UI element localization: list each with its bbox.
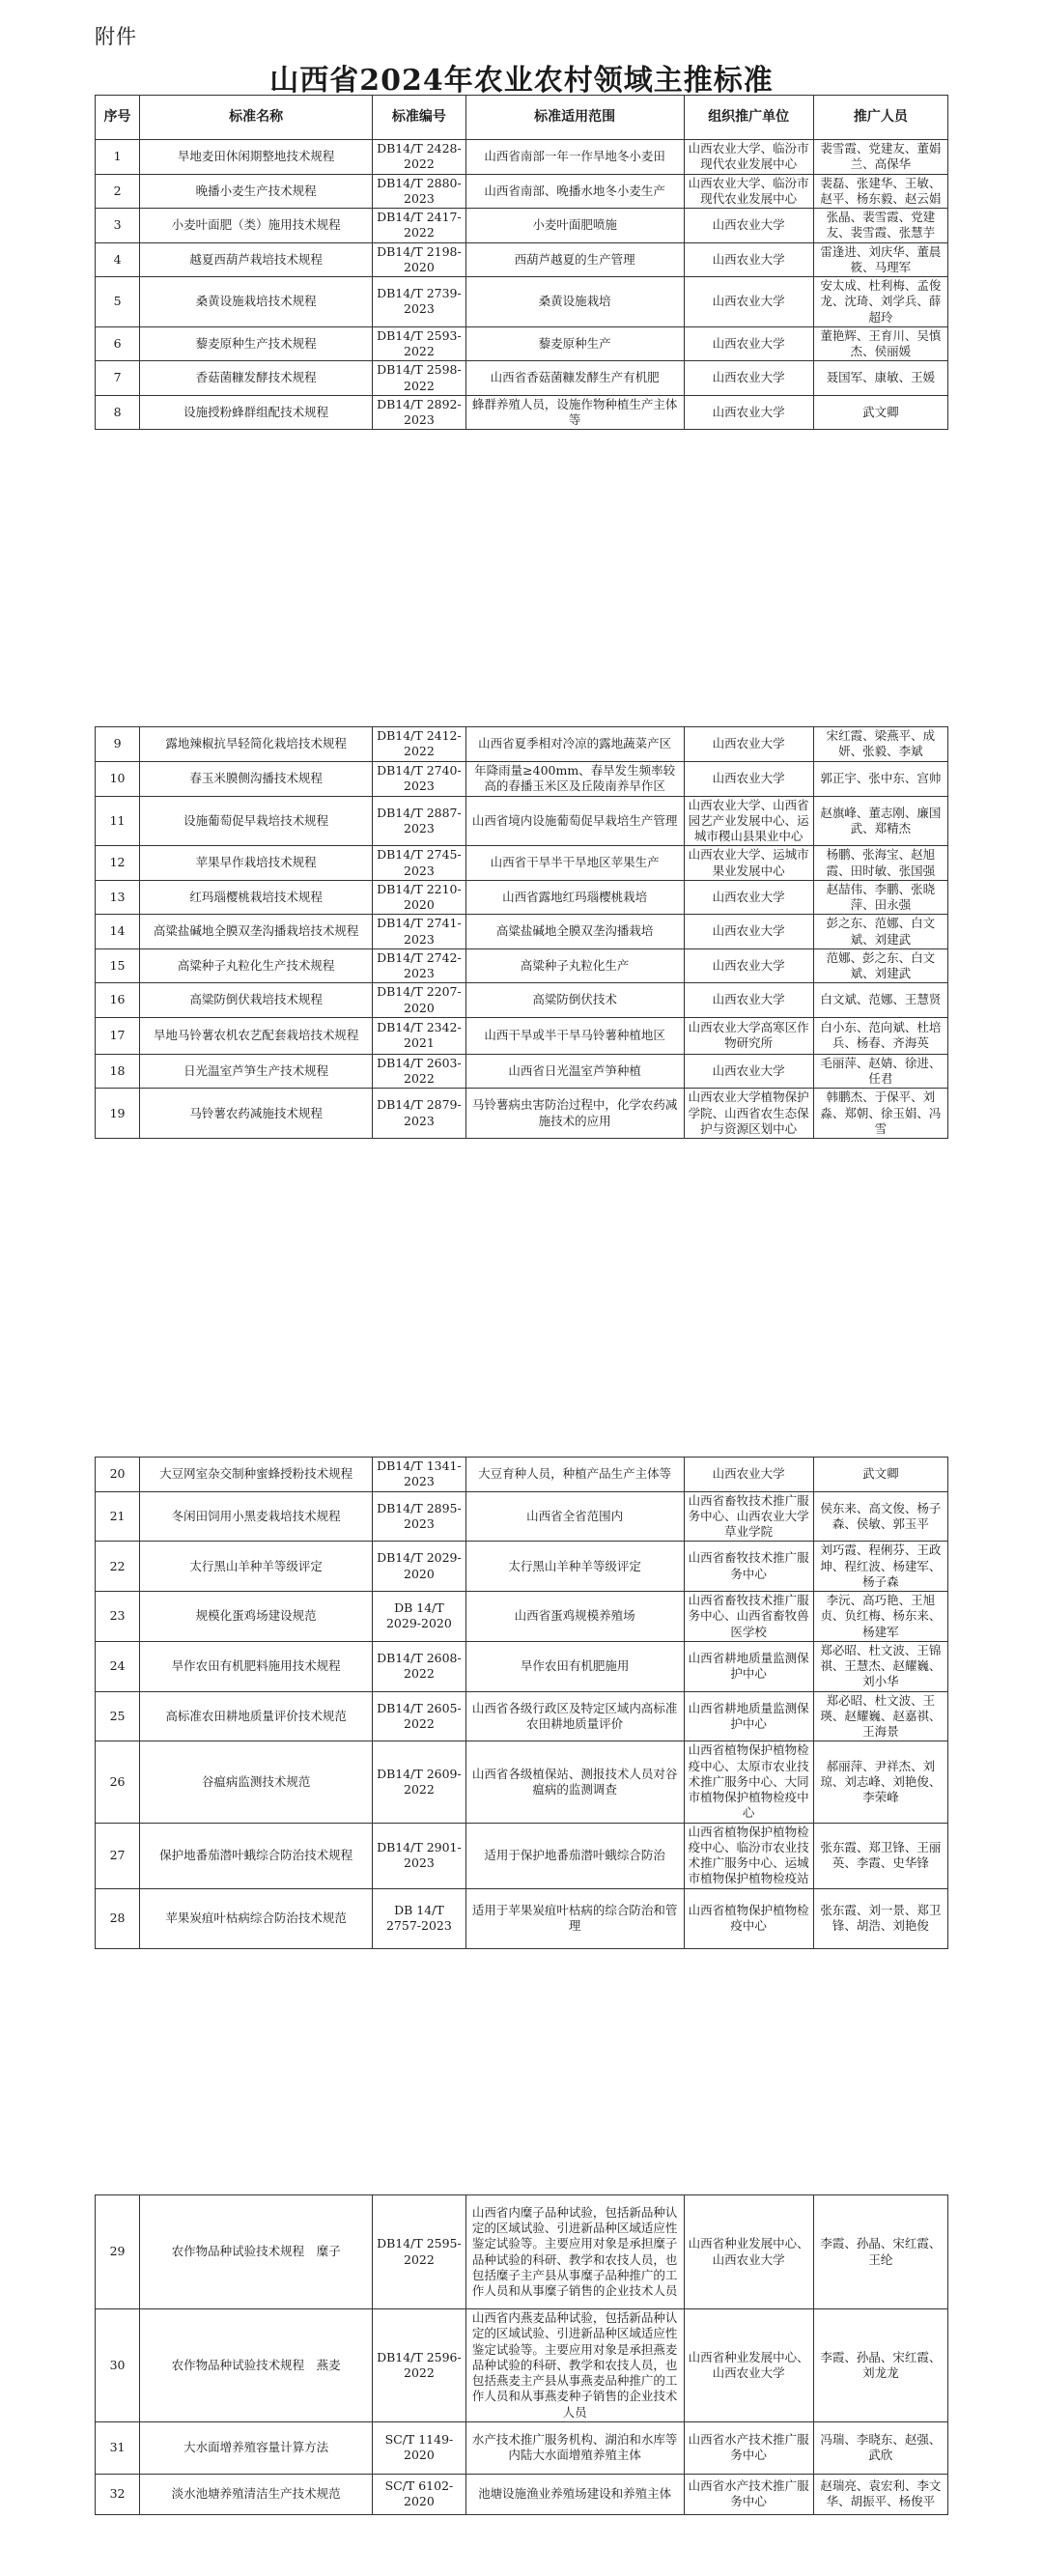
promotion-unit: 山西农业大学、临汾市现代农业发展中心 [684,140,813,175]
standard-name: 设施授粉蜂群组配技术规程 [140,395,373,430]
promotion-unit: 山西省水产技术推广服务中心 [684,2421,813,2474]
row-number: 9 [96,727,140,762]
standard-code: DB14/T 2210-2020 [373,880,465,915]
table-row [96,1823,948,1888]
promoters: 赵旗峰、董志刚、廉国武、郑精杰 [813,796,947,846]
standard-code: DB14/T 2029-2020 [373,1542,465,1592]
promotion-unit: 山西省畜牧技术推广服务中心、山西农业大学草业学院 [684,1491,813,1542]
table-row [96,277,948,327]
promoters: 郭正宇、张中东、宫帅 [813,761,947,796]
application-scope: 太行黑山羊种羊等级评定 [465,1542,684,1592]
standard-code: DB14/T 2412-2022 [373,727,465,762]
standards-table-page-2 [95,726,948,1139]
table-row [96,1691,948,1741]
standard-name: 越夏西葫芦栽培技术规程 [140,242,373,277]
promoters: 李霞、孙晶、宋红霞、王纶 [813,2195,947,2309]
column-header: 推广人员 [813,96,947,140]
promoters: 裴雪霞、党建友、董娟兰、高保华 [813,140,947,175]
application-scope: 蜂群养殖人员，设施作物种植生产主体等 [465,395,684,430]
application-scope: 适用于保护地番茄潜叶蛾综合防治 [465,1823,684,1888]
row-number: 27 [96,1823,140,1888]
standard-code: DB14/T 2742-2023 [373,948,465,983]
table-row [96,242,948,277]
standard-code: DB14/T 2880-2023 [373,174,465,209]
page-title: 山西省2024年农业农村领域主推标准 [269,64,774,98]
promoters: 郑必昭、杜文波、王锦祺、王慧杰、赵耀巍、刘小华 [813,1641,947,1691]
row-number: 18 [96,1054,140,1089]
application-scope: 山西省蛋鸡规模养殖场 [465,1592,684,1642]
promotion-unit: 山西农业大学、山西省园艺产业发展中心、运城市稷山县果业中心 [684,796,813,846]
table-row [96,326,948,361]
promotion-unit: 山西农业大学 [684,1054,813,1089]
promoters: 武文卿 [813,1458,947,1492]
standard-code: SC/T 1149-2020 [373,2421,465,2474]
promotion-unit: 山西农业大学高寒区作物研究所 [684,1017,813,1054]
standard-name: 农作物品种试验技术规程 糜子 [140,2195,373,2309]
table-row [96,1542,948,1592]
table-row [96,1641,948,1691]
application-scope: 山西省内糜子品种试验，包括新品种认定的区域试验、引进新品种区域适应性鉴定试验等。主要应用对象是承担糜子品种试验的科研、教学和农技人员，也包括糜子主产县从事糜子品种推广的工作人员和从事糜子销售的企业技术人员 [465,2195,684,2309]
row-number: 7 [96,361,140,396]
row-number: 1 [96,140,140,175]
application-scope: 山西省香菇菌糠发酵生产有机肥 [465,361,684,396]
standard-code: DB14/T 2879-2023 [373,1089,465,1139]
promoters: 安太成、杜利梅、孟俊龙、沈琦、刘学兵、薛超玲 [813,277,947,327]
table-row [96,948,948,983]
standard-code: DB14/T 2598-2022 [373,361,465,396]
promoters: 李沅、高巧艳、王旭贞、负红梅、杨东来、杨建军 [813,1592,947,1642]
promoters: 郑必昭、杜文波、王瑛、赵耀巍、赵嘉祺、王海景 [813,1691,947,1741]
application-scope: 年降雨量≥400mm、春旱发生频率较高的春播玉米区及丘陵南养早作区 [465,761,684,796]
standard-name: 太行黑山羊种羊等级评定 [140,1542,373,1592]
promotion-unit: 山西省种业发展中心、山西农业大学 [684,2309,813,2422]
standard-code: DB14/T 2595-2022 [373,2195,465,2309]
application-scope: 旱作农田有机肥施用 [465,1641,684,1691]
standard-code: DB14/T 2605-2022 [373,1691,465,1741]
row-number: 31 [96,2421,140,2474]
standard-code: DB14/T 2739-2023 [373,277,465,327]
row-number: 21 [96,1491,140,1542]
promoters: 武文卿 [813,395,947,430]
application-scope: 山西省各级植保站、测报技术人员对谷瘟病的监测调查 [465,1741,684,1823]
row-number: 32 [96,2474,140,2514]
standard-name: 红玛瑙樱桃栽培技术规程 [140,880,373,915]
promoters: 范娜、彭之东、白文斌、刘建武 [813,948,947,983]
promoters: 杨鹏、张海宝、赵旭霞、田时敏、张国强 [813,846,947,881]
standard-name: 高粱盐碱地全膜双垄沟播栽培技术规程 [140,915,373,949]
row-number: 2 [96,174,140,209]
application-scope: 山西省全省范围内 [465,1491,684,1542]
promoters: 张东霞、郑卫锋、王丽英、李霞、史华锋 [813,1823,947,1888]
row-number: 23 [96,1592,140,1642]
promoters: 毛丽萍、赵婧、徐进、任君 [813,1054,947,1089]
standard-name: 晚播小麦生产技术规程 [140,174,373,209]
standard-code: SC/T 6102-2020 [373,2474,465,2514]
table-row [96,1491,948,1542]
table-row [96,395,948,430]
table-row [96,2195,948,2309]
standard-code: DB14/T 2901-2023 [373,1823,465,1888]
promoters: 宋红霞、梁燕平、成妍、张毅、李斌 [813,727,947,762]
promotion-unit: 山西省植物保护植物检疫中心、临汾市农业技术推广服务中心、运城市植物保护植物检疫站 [684,1823,813,1888]
row-number: 10 [96,761,140,796]
application-scope: 山西省干旱半干旱地区苹果生产 [465,846,684,881]
promoters: 聂国军、康敏、王媛 [813,361,947,396]
row-number: 30 [96,2309,140,2422]
promotion-unit: 山西省种业发展中心、山西农业大学 [684,2195,813,2309]
standard-code: DB14/T 2593-2022 [373,326,465,361]
standard-code: DB14/T 2596-2022 [373,2309,465,2422]
column-header: 序号 [96,96,140,140]
table-row [96,915,948,949]
row-number: 4 [96,242,140,277]
table-row [96,1054,948,1089]
promotion-unit: 山西农业大学 [684,880,813,915]
application-scope: 山西省南部、晚播水地冬小麦生产 [465,174,684,209]
column-header: 标准适用范围 [465,96,684,140]
standard-name: 旱地麦田休闲期整地技术规程 [140,140,373,175]
table-row [96,174,948,209]
promoters: 冯瑞、李晓东、赵强、武欣 [813,2421,947,2474]
standard-code: DB14/T 2428-2022 [373,140,465,175]
row-number: 3 [96,209,140,243]
application-scope: 山西干旱或半干旱马铃薯种植地区 [465,1017,684,1054]
standards-table-page-4 [95,2194,948,2515]
standard-name: 旱地马铃薯农机农艺配套栽培技术规程 [140,1017,373,1054]
standard-name: 冬闲田饲用小黑麦栽培技术规程 [140,1491,373,1542]
table-row [96,361,948,396]
attachment-label: 附件 [95,25,137,48]
promotion-unit: 山西省耕地质量监测保护中心 [684,1641,813,1691]
application-scope: 桑黄设施栽培 [465,277,684,327]
promotion-unit: 山西农业大学 [684,242,813,277]
standard-code: DB14/T 2741-2023 [373,915,465,949]
standard-name: 谷瘟病监测技术规范 [140,1741,373,1823]
standard-name: 大豆网室杂交制种蜜蜂授粉技术规程 [140,1458,373,1492]
row-number: 20 [96,1458,140,1492]
row-number: 8 [96,395,140,430]
standard-code: DB14/T 2892-2023 [373,395,465,430]
promoters: 雷逢进、刘庆华、董晨筱、马理军 [813,242,947,277]
column-header: 组织推广单位 [684,96,813,140]
table-row [96,2421,948,2474]
promoters: 侯东来、高文俊、杨子森、侯敏、郭玉平 [813,1491,947,1542]
standard-name: 苹果炭疽叶枯病综合防治技术规范 [140,1888,373,1948]
table-row [96,1458,948,1492]
standard-name: 桑黄设施栽培技术规程 [140,277,373,327]
promotion-unit: 山西农业大学、运城市果业发展中心 [684,846,813,881]
column-header: 标准编号 [373,96,465,140]
row-number: 6 [96,326,140,361]
table-row [96,796,948,846]
promoters: 赵瑞亮、袁宏利、李文华、胡振平、杨俊平 [813,2474,947,2514]
table-row [96,1888,948,1948]
standard-name: 高粱种子丸粒化生产技术规程 [140,948,373,983]
standard-name: 农作物品种试验技术规程 燕麦 [140,2309,373,2422]
promotion-unit: 山西农业大学 [684,983,813,1018]
standard-name: 露地辣椒抗旱轻简化栽培技术规程 [140,727,373,762]
standard-name: 大水面增养殖容量计算方法 [140,2421,373,2474]
application-scope: 藜麦原种生产 [465,326,684,361]
standard-code: DB14/T 2609-2022 [373,1741,465,1823]
promotion-unit: 山西省畜牧技术推广服务中心 [684,1542,813,1592]
standard-name: 日光温室芦笋生产技术规程 [140,1054,373,1089]
promotion-unit: 山西省植物保护植物检疫中心、太原市农业技术推广服务中心、大同市植物保护植物检疫中心 [684,1741,813,1823]
promoters: 张晶、裴雪霞、党建友、裴雪霞、张慧芋 [813,209,947,243]
promotion-unit: 山西农业大学、临汾市现代农业发展中心 [684,174,813,209]
standard-name: 旱作农田有机肥料施用技术规程 [140,1641,373,1691]
application-scope: 山西省夏季相对冷凉的露地蔬菜产区 [465,727,684,762]
promotion-unit: 山西农业大学 [684,326,813,361]
promotion-unit: 山西农业大学 [684,277,813,327]
table-header-row [96,96,948,140]
row-number: 26 [96,1741,140,1823]
standard-name: 藜麦原种生产技术规程 [140,326,373,361]
table-row [96,761,948,796]
row-number: 25 [96,1691,140,1741]
row-number: 14 [96,915,140,949]
column-header: 标准名称 [140,96,373,140]
application-scope: 马铃薯病虫害防治过程中，化学农药减施技术的应用 [465,1089,684,1139]
row-number: 15 [96,948,140,983]
standard-code: DB14/T 1341-2023 [373,1458,465,1492]
standard-code: DB14/T 2342-2021 [373,1017,465,1054]
row-number: 19 [96,1089,140,1139]
table-row [96,1592,948,1642]
promotion-unit: 山西农业大学 [684,209,813,243]
standards-table-page-1 [95,95,948,430]
application-scope: 高粱防倒伏技术 [465,983,684,1018]
promotion-unit: 山西省耕地质量监测保护中心 [684,1691,813,1741]
standard-name: 苹果早作栽培技术规程 [140,846,373,881]
application-scope: 山西省境内设施葡萄促早栽培生产管理 [465,796,684,846]
promoters: 白小东、范向斌、杜培兵、杨春、齐海英 [813,1017,947,1054]
standard-name: 小麦叶面肥（类）施用技术规程 [140,209,373,243]
application-scope: 小麦叶面肥喷施 [465,209,684,243]
promotion-unit: 山西农业大学 [684,727,813,762]
row-number: 24 [96,1641,140,1691]
table-row [96,880,948,915]
row-number: 12 [96,846,140,881]
standards-table-page-3 [95,1457,948,1949]
table-row [96,1017,948,1054]
standard-name: 保护地番茄潜叶蛾综合防治技术规程 [140,1823,373,1888]
promotion-unit: 山西农业大学植物保护学院、山西省农生态保护与资源区划中心 [684,1089,813,1139]
promotion-unit: 山西农业大学 [684,395,813,430]
standard-code: DB14/T 2895-2023 [373,1491,465,1542]
row-number: 17 [96,1017,140,1054]
application-scope: 池塘设施渔业养殖场建设和养殖主体 [465,2474,684,2514]
standard-code: DB 14/T 2757-2023 [373,1888,465,1948]
promoters: 赵喆伟、李鹏、张晓萍、田永强 [813,880,947,915]
row-number: 5 [96,277,140,327]
application-scope: 山西省日光温室芦笋种植 [465,1054,684,1089]
promoters: 刘巧霞、程俐芬、王政坤、程红波、杨建军、杨子森 [813,1542,947,1592]
application-scope: 山西省露地红玛瑙樱桃栽培 [465,880,684,915]
standard-code: DB14/T 2603-2022 [373,1054,465,1089]
promotion-unit: 山西农业大学 [684,361,813,396]
promoters: 白文斌、范娜、王慧贤 [813,983,947,1018]
application-scope: 山西省南部一年一作旱地冬小麦田 [465,140,684,175]
standard-name: 马铃薯农药减施技术规程 [140,1089,373,1139]
application-scope: 水产技术推广服务机构、湖泊和水库等内陆大水面增殖养殖主体 [465,2421,684,2474]
row-number: 13 [96,880,140,915]
row-number: 16 [96,983,140,1018]
row-number: 11 [96,796,140,846]
standard-name: 淡水池塘养殖清洁生产技术规范 [140,2474,373,2514]
application-scope: 高粱盐碱地全膜双垄沟播栽培 [465,915,684,949]
table-row [96,209,948,243]
standard-code: DB 14/T 2029-2020 [373,1592,465,1642]
promotion-unit: 山西农业大学 [684,915,813,949]
standard-code: DB14/T 2608-2022 [373,1641,465,1691]
promoters: 李霞、孙晶、宋红霞、刘龙龙 [813,2309,947,2422]
standard-code: DB14/T 2745-2023 [373,846,465,881]
promotion-unit: 山西省水产技术推广服务中心 [684,2474,813,2514]
standard-name: 规模化蛋鸡场建设规范 [140,1592,373,1642]
table-row [96,1741,948,1823]
row-number: 28 [96,1888,140,1948]
promotion-unit: 山西农业大学 [684,1458,813,1492]
table-row [96,983,948,1018]
standard-code: DB14/T 2887-2023 [373,796,465,846]
application-scope: 西葫芦越夏的生产管理 [465,242,684,277]
application-scope: 高粱种子丸粒化生产 [465,948,684,983]
standard-name: 香菇菌糠发酵技术规程 [140,361,373,396]
application-scope: 适用于苹果炭疽叶枯病的综合防治和管理 [465,1888,684,1948]
promoters: 郝丽萍、尹祥杰、刘琼、刘志峰、刘艳俊、李荣峰 [813,1741,947,1823]
table-row [96,2474,948,2514]
standard-name: 春玉米膜侧沟播技术规程 [140,761,373,796]
table-row [96,2309,948,2422]
table-row [96,140,948,175]
application-scope: 大豆育种人员，种植产品生产主体等 [465,1458,684,1492]
promotion-unit: 山西农业大学 [684,761,813,796]
standard-name: 设施葡萄促早栽培技术规程 [140,796,373,846]
promotion-unit: 山西省植物保护植物检疫中心 [684,1888,813,1948]
standard-code: DB14/T 2417-2022 [373,209,465,243]
promoters: 韩鹏杰、于保平、刘淼、郑朝、徐玉娟、冯雪 [813,1089,947,1139]
standard-name: 高标准农田耕地质量评价技术规范 [140,1691,373,1741]
promoters: 张东霞、刘一景、郑卫锋、胡浩、刘艳俊 [813,1888,947,1948]
standard-code: DB14/T 2207-2020 [373,983,465,1018]
standard-name: 高粱防倒伏栽培技术规程 [140,983,373,1018]
table-row [96,1089,948,1139]
promotion-unit: 山西省畜牧技术推广服务中心、山西省畜牧兽医学校 [684,1592,813,1642]
row-number: 29 [96,2195,140,2309]
table-row [96,846,948,881]
standard-code: DB14/T 2740-2023 [373,761,465,796]
promotion-unit: 山西农业大学 [684,948,813,983]
application-scope: 山西省各级行政区及特定区域内高标准农田耕地质量评价 [465,1691,684,1741]
promoters: 董艳辉、王育川、吴慎杰、侯丽媛 [813,326,947,361]
application-scope: 山西省内燕麦品种试验，包括新品种认定的区域试验、引进新品种区域适应性鉴定试验等。主要应用对象是承担燕麦品种试验的科研、教学和农技人员，也包括燕麦主产县从事燕麦品种推广的工作人员和从事燕麦种子销售的企业技术人员 [465,2309,684,2422]
standard-code: DB14/T 2198-2020 [373,242,465,277]
promoters: 裴磊、张建华、王敏、赵平、杨东毅、赵云娟 [813,174,947,209]
promoters: 彭之东、范娜、白文斌、刘建武 [813,915,947,949]
row-number: 22 [96,1542,140,1592]
table-row [96,727,948,762]
